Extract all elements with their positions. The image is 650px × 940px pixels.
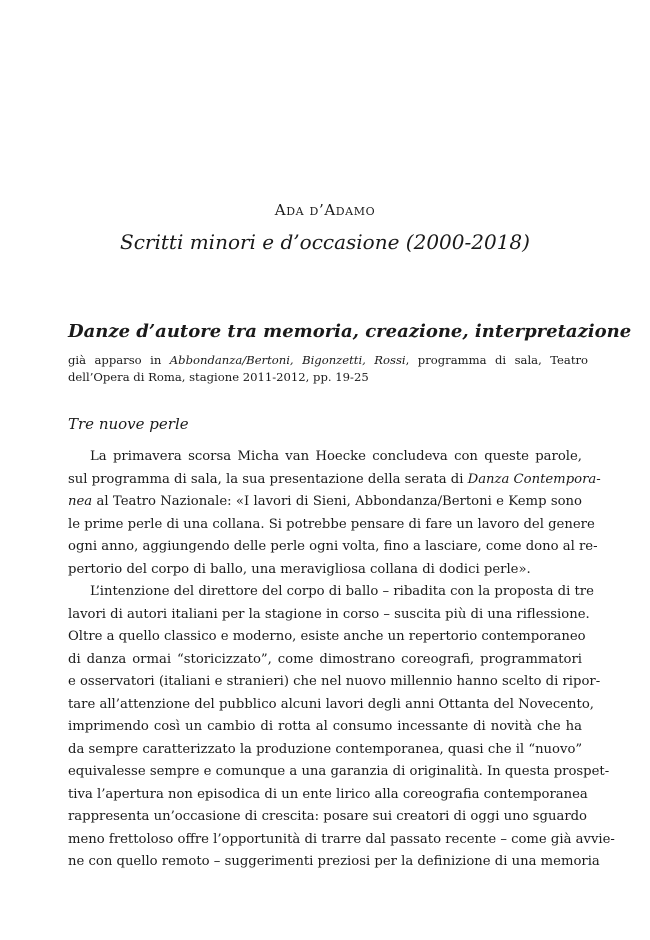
text-line: imprimendo così un cambio di rotta al consumo incessante di novità che ha	[68, 719, 582, 734]
text-segment-italic: Danza Contempora-	[467, 471, 601, 487]
text-segment: al Teatro Nazionale: «I lavori di Sieni, Abbondanza/Bertoni e Kemp sono	[92, 494, 582, 509]
author-name: Ada d’Adamo	[274, 201, 376, 219]
text-line: tare all’attenzione del pubblico alcuni lavori degli anni Ottanta del Novecento,	[68, 696, 594, 712]
body-text	[68, 446, 615, 874]
text-line: e osservatori (italiani e stranieri) che nel nuovo millennio hanno scelto di ripor-	[68, 674, 601, 689]
text-segment-italic: nea	[68, 494, 93, 509]
text-line: ogni anno, aggiungendo delle perle ogni volta, fino a lasciare, come dono al re-	[68, 539, 598, 554]
text-line: pertorio del corpo di ballo, una meravigliosa collana di dodici perle».	[68, 561, 531, 577]
text-line: meno frettoloso offre l’opportunità di trarre dal passato recente – come già avvie-	[68, 831, 615, 847]
article-title: Danze d’autore tra memoria, creazione, interpretazione	[68, 321, 632, 342]
source-prefix: già apparso in	[68, 353, 170, 367]
source-note	[68, 352, 588, 386]
text-line: lavori di autori italiani per la stagione in corso – suscita più di una riflessione.	[68, 606, 590, 622]
text-line	[68, 491, 582, 514]
text-line: L’intenzione del direttore del corpo di ballo – ribadita con la proposta di tre	[90, 584, 594, 599]
book-title: Scritti minori e d’occasione (2000-2018)	[120, 230, 530, 254]
text-line	[68, 469, 601, 492]
source-details: , programma di sala, Teatro dell’Opera di Roma, stagione 2011-2012, pp. 19-25	[68, 353, 589, 384]
text-line: La primavera scorsa Micha van Hoecke concludeva con queste parole,	[90, 449, 582, 464]
text-line: ne con quello remoto – suggerimenti preziosi per la definizione di una memoria	[68, 854, 600, 869]
text-line: tiva l’apertura non episodica di un ente lirico alla coreografia contemporanea	[68, 786, 588, 802]
text-line: equivalesse sempre e comunque a una garanzia di originalità. In questa prospet-	[68, 764, 610, 779]
text-line: rappresenta un’occasione di crescita: posare sui creatori di oggi uno sguardo	[68, 809, 588, 824]
text-segment: sul programma di sala, la sua presentazione della serata di	[68, 471, 468, 487]
text-line: da sempre caratterizzato la produzione contemporanea, quasi che il “nuovo”	[68, 741, 583, 757]
source-program-title: Abbondanza/Bertoni, Bigonzetti, Rossi	[169, 353, 406, 367]
text-line: Oltre a quello classico e moderno, esiste anche un repertorio contemporaneo	[68, 629, 586, 644]
section-title: Tre nuove perle	[68, 415, 189, 433]
text-line: di danza ormai “storicizzato”, come dimostrano coreografi, programmatori	[68, 651, 582, 667]
text-line: le prime perle di una collana. Si potrebbe pensare di fare un lavoro del genere	[68, 516, 595, 532]
